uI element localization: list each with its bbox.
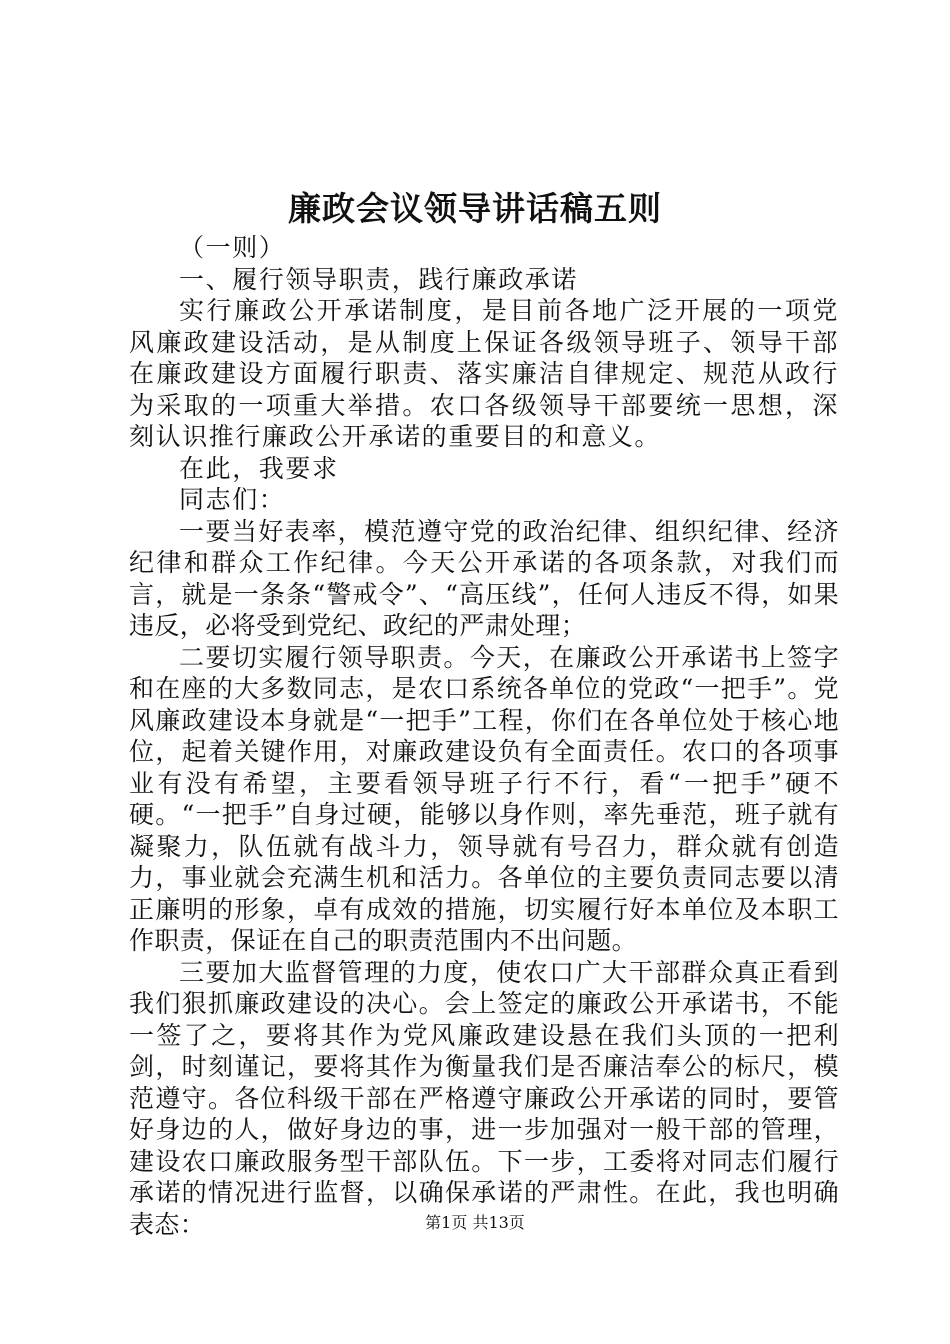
- paragraph-point-two: 二要切实履行领导职责。今天，在廉政公开承诺书上签字和在座的大多数同志，是农口系统各单位的党政“一把手”。党风廉政建设本身就是“一把手”工程，你们在各单位处于核心地位，起着关键作用，对廉政建设负有全面责任。农口的各项事业有没有希望，主要看领导班子行不行，看“一把手”硬不硬。“一把手”自身过硬，能够以身作则，率先垂范，班子就有凝聚力，队伍就有战斗力，领导就有号召力，群众就有创造力，事业就会充满生机和活力。各单位的主要负责同志要以清正廉明的形象，卓有成效的措施，切实履行好本单位及本职工作职责，保证在自己的职责范围内不出问题。: [129, 642, 839, 955]
- paragraph-point-one: 一要当好表率，模范遵守党的政治纪律、组织纪律、经济纪律和群众工作纪律。今天公开承诺的各项条款，对我们而言，就是一条条“警戒令”、“高压线”，任何人违反不得，如果违反，必将受到党纪、政纪的严肃处理；: [129, 516, 839, 640]
- page-footer: 第1页 共13页: [425, 1213, 525, 1232]
- document-title: 廉政会议领导讲话稿五则: [288, 189, 662, 228]
- section-label: （一则）: [179, 233, 286, 262]
- paragraph-point-three: 三要加大监督管理的力度，使农口广大干部群众真正看到我们狠抓廉政建设的决心。会上签定的廉政公开承诺书，不能一签了之，要将其作为党风廉政建设悬在我们头顶的一把利剑，时刻谨记，要将其作为衡量我们是否廉洁奉公的标尺，模范遵守。各位科级干部在严格遵守廉政公开承诺的同时，要管好身边的人，做好身边的事，进一步加强对一般干部的管理，建设农口廉政服务型干部队伍。下一步，工委将对同志们履行承诺的情况进行监督，以确保承诺的严肃性。在此，我也明确表态：: [129, 957, 839, 1239]
- section-heading: 一、履行领导职责，践行廉政承诺: [179, 264, 579, 294]
- paragraph-intro: 实行廉政公开承诺制度，是目前各地广泛开展的一项党风廉政建设活动，是从制度上保证各级领导班子、领导干部在廉政建设方面履行职责、落实廉洁自律规定、规范从政行为采取的一项重大举措。农口各级领导干部要统一思想，深刻认识推行廉政公开承诺的重要目的和意义。: [129, 296, 839, 451]
- document-body: [129, 232, 839, 1240]
- paragraph-request: 在此，我要求: [179, 453, 339, 483]
- paragraph-salutation: 同志们：: [179, 485, 286, 514]
